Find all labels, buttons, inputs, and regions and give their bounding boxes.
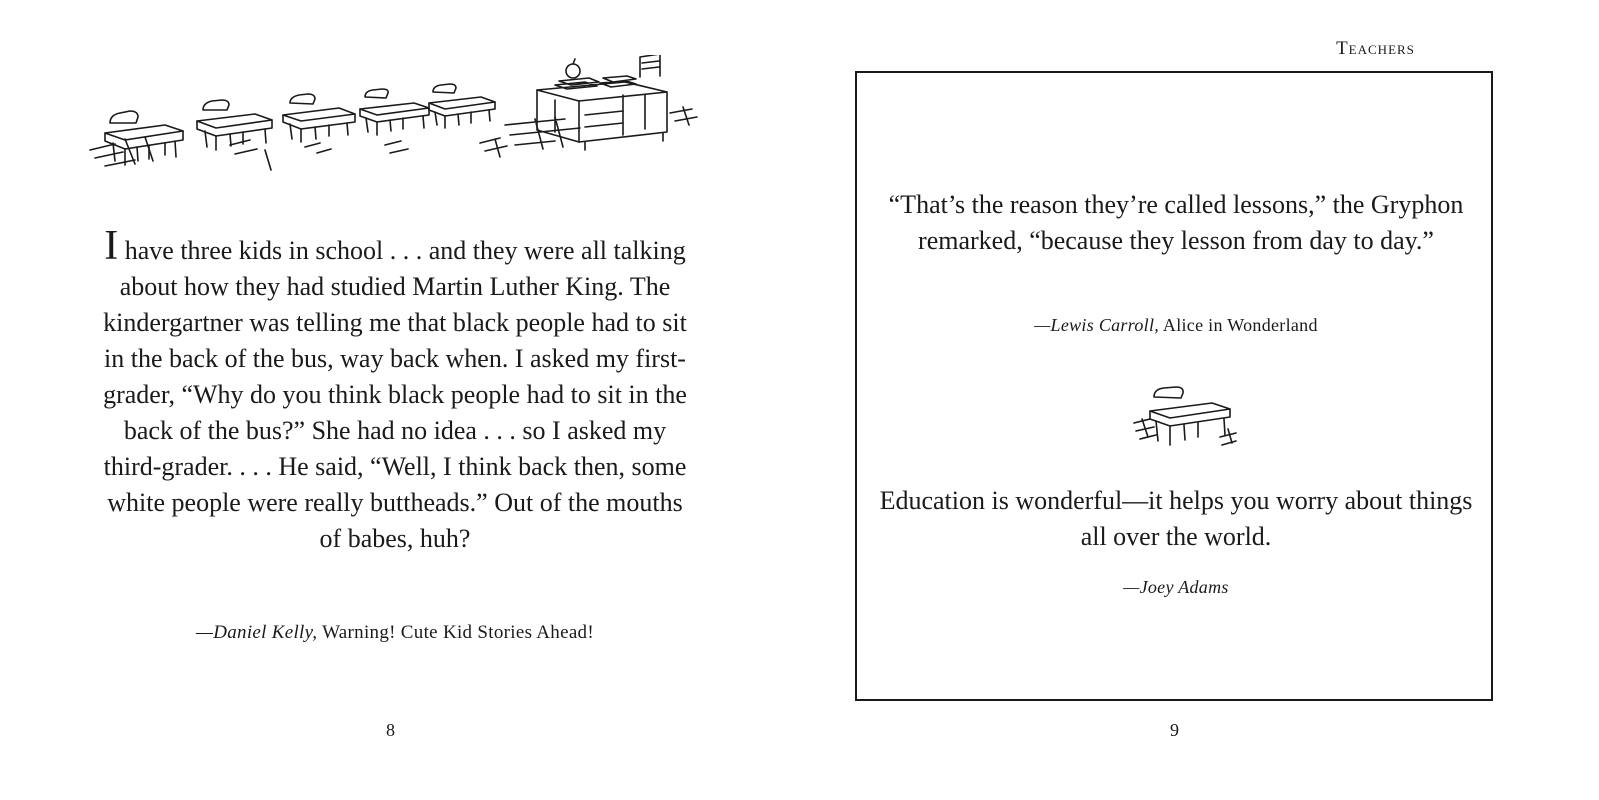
right-page xyxy=(799,0,1599,800)
quote-gryphon-attribution xyxy=(877,315,1475,336)
quote-gryphon: “That’s the reason they’re called lessons,” the Gryphon remarked, “because they lesson from day to day.” xyxy=(888,190,1464,255)
classroom-desks-illustration xyxy=(85,55,700,185)
running-head xyxy=(799,38,1553,60)
running-head-text: Teachers xyxy=(1336,38,1415,59)
anecdote-text: have three kids in school . . . and they were all talking about how they had studied Martin Luther King. The kindergartner was telling me that black people had to sit in the back of the bus, way back when. I asked my first-grader, “Why do you think black people had to sit in the back of the bus?” She had no idea . . . so I asked my third-grader. . . . He said, “Well, I think back then, some white people were really buttheads.” Out of the mouths of babes, huh? xyxy=(103,236,687,553)
page-number-right: 9 xyxy=(1170,720,1179,740)
attribution-source: Warning! Cute Kid Stories Ahead! xyxy=(322,622,594,643)
quote1-source: Alice in Wonderland xyxy=(1162,315,1318,335)
page-number-left: 8 xyxy=(386,720,395,740)
quote1-author: —Lewis Carroll, xyxy=(1034,315,1160,335)
quote-education-attribution xyxy=(877,577,1475,598)
school-desk-illustration xyxy=(1132,383,1242,453)
quote-box xyxy=(855,71,1493,701)
quote2-author: —Joey Adams xyxy=(1123,577,1229,597)
drop-cap: I xyxy=(104,223,119,269)
anecdote-attribution xyxy=(100,622,690,644)
left-page xyxy=(0,0,799,800)
attribution-name: —Daniel Kelly, xyxy=(196,622,318,643)
quote-education: Education is wonderful—it helps you worry about things all over the world. xyxy=(879,486,1473,551)
anecdote-paragraph xyxy=(100,223,690,557)
